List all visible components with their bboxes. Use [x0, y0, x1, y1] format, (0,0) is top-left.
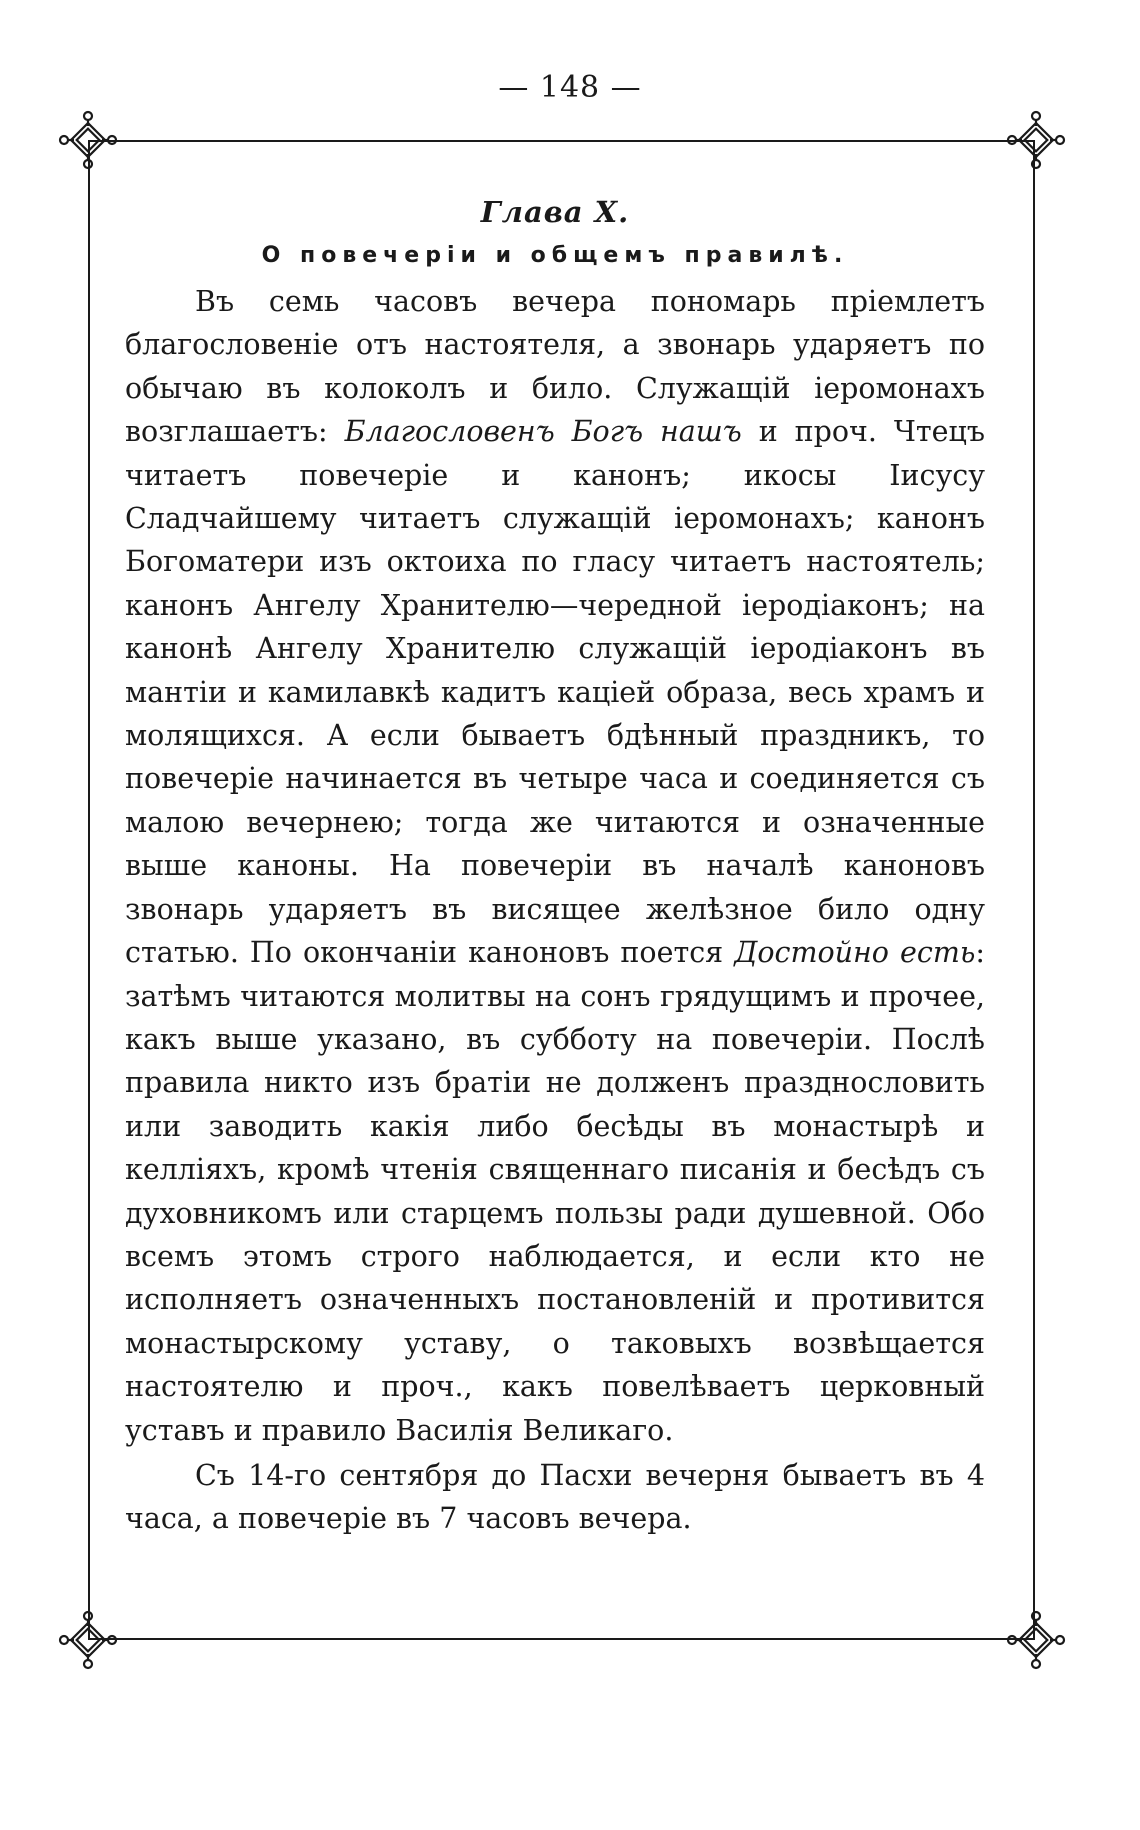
- paragraph-text: : затѣмъ читаются молитвы на сонъ грядущимъ и прочее, какъ выше указано, въ субботу на повечеріи. Послѣ правила никто изъ братіи не долженъ празднословить или заводить какія либо бесѣды въ монастырѣ и келліяхъ, кромѣ чтенія священнаго писанія и бесѣдъ съ духовникомъ или старцемъ пользы ради душевной. Обо всемъ этомъ строго наблюдается, и если кто не исполняетъ означенныхъ постановленій и противится монастырскому уставу, о таковыхъ возвѣщается настоятелю и проч., какъ повелѣваетъ церковный уставъ и правило Василія Великаго.: [125, 936, 985, 1447]
- emphasized-phrase: Достойно есть: [734, 936, 976, 970]
- page-content: [125, 195, 985, 1541]
- chapter-title: Глава X.: [480, 195, 630, 229]
- body-paragraph: Съ 14-го сентября до Пасхи вечерня бываетъ въ 4 часа, а повечеріе въ 7 часовъ вечера.: [125, 1458, 985, 1536]
- paragraph-text: и проч. Чтецъ читаетъ повечеріе и канонъ; икосы Іисусу Сладчайшему читаетъ служащій іеромонахъ; канонъ Богоматери изъ октоиха по гласу читаетъ настоятель; канонъ Ангелу Хранителю—чередной іеродіаконъ; на канонѣ Ангелу Хранителю служащій іеродіаконъ въ мантіи и камилавкѣ кадитъ каціей образа, весь храмъ и молящихся. А если бываетъ бдѣнный праздникъ, то повечеріе начинается въ четыре часа и соединяется съ малою вечернею; тогда же читаются и означенные выше каноны. На повечеріи въ началѣ каноновъ звонарь ударяетъ въ висящее желѣзное било одну статью. По окончаніи каноновъ поется: [125, 415, 985, 970]
- corner-ornament-icon: [1006, 110, 1066, 170]
- corner-ornament-icon: [58, 1610, 118, 1670]
- body-paragraph: [125, 280, 985, 1452]
- corner-ornament-icon: [58, 110, 118, 170]
- emphasized-phrase: Благословенъ Богъ нашъ: [344, 415, 742, 449]
- chapter-subtitle: О повечеріи и общемъ правилѣ.: [261, 243, 849, 268]
- corner-ornament-icon: [1006, 1610, 1066, 1670]
- paragraph-text: Въ семь часовъ вечера пономарь пріемлетъ благословеніе отъ настоятеля, а звонарь ударяетъ по обычаю въ колоколъ и било. Служащій іеромонахъ возглашаетъ:: [125, 285, 985, 449]
- page-number: — 148 —: [498, 70, 642, 105]
